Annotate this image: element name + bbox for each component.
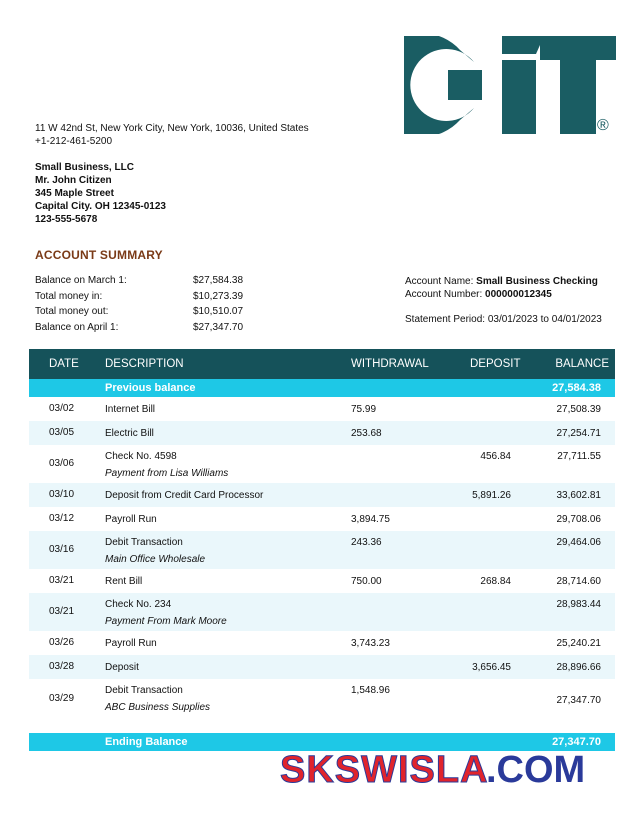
- row-balance: 29,708.06: [556, 514, 601, 525]
- row-balance: 27,347.70: [556, 695, 601, 706]
- statement-period: Statement Period: 03/01/2023 to 04/01/2023: [405, 314, 602, 325]
- transaction-rows: [29, 397, 615, 719]
- previous-balance-value: 27,584.38: [552, 382, 601, 394]
- account-name-line: Account Name: Small Business Checking: [405, 276, 598, 287]
- row-date: 03/02: [49, 403, 75, 414]
- row-date: 03/29: [49, 693, 75, 704]
- account-number-line: Account Number: 000000012345: [405, 289, 552, 300]
- table-row: [29, 421, 615, 445]
- account-summary-title: ACCOUNT SUMMARY: [35, 248, 163, 262]
- table-row: [29, 507, 615, 531]
- row-deposit: 5,891.26: [472, 490, 511, 501]
- row-withdrawal: 3,894.75: [351, 514, 390, 525]
- row-description: Payroll Run: [105, 638, 157, 649]
- row-deposit: 268.84: [480, 576, 511, 587]
- bank-logo: [404, 36, 616, 134]
- header-date: DATE: [49, 358, 79, 370]
- row-date: 03/12: [49, 513, 75, 524]
- table-row: [29, 631, 615, 655]
- ending-balance-value: 27,347.70: [552, 736, 601, 748]
- header-deposit: DEPOSIT: [470, 358, 521, 370]
- table-row: [29, 531, 615, 569]
- row-date: 03/21: [49, 606, 75, 617]
- row-memo: Payment from Lisa Williams: [105, 468, 229, 479]
- table-row: [29, 483, 615, 507]
- row-description: Deposit: [105, 662, 139, 673]
- row-date: 03/06: [49, 458, 75, 469]
- summary-value: $27,584.38: [193, 275, 244, 286]
- registered-mark: ®: [597, 117, 609, 134]
- table-row: [29, 569, 615, 593]
- previous-balance-row: [29, 379, 615, 397]
- bank-street: 11 W 42nd St, New York City, New York, 10036, United States: [35, 123, 309, 134]
- customer-phone: 123-555-5678: [35, 214, 98, 225]
- row-withdrawal: 1,548.96: [351, 685, 390, 696]
- row-withdrawal: 75.99: [351, 404, 377, 415]
- summary-label: Balance on April 1:: [35, 321, 119, 333]
- bank-phone: +1-212-461-5200: [35, 136, 113, 147]
- row-deposit: 3,656.45: [472, 662, 511, 673]
- row-description: Electric Bill: [105, 428, 154, 439]
- row-balance: 29,464.06: [556, 537, 601, 548]
- row-date: 03/05: [49, 427, 75, 438]
- row-date: 03/10: [49, 489, 75, 500]
- table-row: [29, 655, 615, 679]
- row-date: 03/16: [49, 544, 75, 555]
- row-description: Debit Transaction: [105, 537, 183, 548]
- row-balance: 27,508.39: [556, 404, 601, 415]
- row-description: Check No. 234: [105, 599, 172, 610]
- account-name: Small Business Checking: [476, 276, 598, 287]
- summary-values: [193, 273, 243, 335]
- header-withdrawal: WITHDRAWAL: [351, 358, 429, 370]
- table-row: [29, 397, 615, 421]
- row-memo: ABC Business Supplies: [105, 702, 211, 713]
- header-description: DESCRIPTION: [105, 358, 184, 370]
- account-info: [405, 275, 598, 301]
- svg-text:SKSWISLA: SKSWISLA: [280, 749, 489, 791]
- summary-value: $10,510.07: [193, 306, 244, 317]
- customer-city: Capital City. OH 12345-0123: [35, 201, 166, 212]
- watermark: [278, 744, 608, 792]
- row-balance: 28,714.60: [556, 576, 601, 587]
- row-balance: 25,240.21: [556, 638, 601, 649]
- table-gap: [29, 719, 615, 733]
- table-header: [29, 349, 615, 379]
- customer-street: 345 Maple Street: [35, 188, 114, 199]
- row-description: Check No. 4598: [105, 451, 177, 462]
- row-balance: 33,602.81: [556, 490, 601, 501]
- row-memo: Main Office Wholesale: [105, 554, 206, 565]
- summary-value: $27,347.70: [193, 321, 244, 333]
- row-date: 03/26: [49, 637, 75, 648]
- row-withdrawal: 243.36: [351, 537, 382, 548]
- previous-balance-label: Previous balance: [105, 382, 196, 394]
- row-balance: 27,711.55: [557, 451, 601, 462]
- row-date: 03/28: [49, 661, 75, 672]
- svg-text:.COM: .COM: [486, 749, 586, 791]
- row-description: Payroll Run: [105, 514, 157, 525]
- watermark-graphic: [278, 744, 608, 792]
- row-withdrawal: 750.00: [351, 576, 382, 587]
- bank-address: [35, 122, 309, 148]
- summary-value: $10,273.39: [193, 290, 244, 302]
- row-description: Rent Bill: [105, 576, 143, 587]
- summary-label: Balance on March 1:: [35, 275, 127, 286]
- table-row: [29, 679, 615, 719]
- summary-label: Total money out:: [35, 306, 109, 317]
- summary-label: Total money in:: [35, 290, 103, 302]
- row-balance: 28,983.44: [556, 599, 601, 610]
- header-balance: BALANCE: [555, 358, 609, 370]
- customer-name: Mr. John Citizen: [35, 175, 112, 186]
- row-description: Debit Transaction: [105, 685, 183, 696]
- row-deposit: 456.84: [480, 451, 511, 462]
- row-description: Internet Bill: [105, 404, 156, 415]
- summary-labels: [35, 273, 127, 335]
- customer-address: [35, 161, 166, 226]
- ending-balance-label: Ending Balance: [105, 736, 188, 748]
- row-withdrawal: 253.68: [351, 428, 382, 439]
- row-balance: 28,896.66: [556, 662, 601, 673]
- row-balance: 27,254.71: [556, 428, 601, 439]
- cit-logo-graphic: [404, 36, 616, 134]
- customer-company: Small Business, LLC: [35, 162, 134, 173]
- row-date: 03/21: [49, 575, 75, 586]
- table-row: [29, 445, 615, 483]
- row-description: Deposit from Credit Card Processor: [105, 490, 264, 501]
- row-withdrawal: 3,743.23: [351, 638, 390, 649]
- account-number: 000000012345: [485, 289, 552, 300]
- transactions-table: [29, 349, 615, 751]
- table-row: [29, 593, 615, 631]
- row-memo: Payment From Mark Moore: [105, 616, 227, 627]
